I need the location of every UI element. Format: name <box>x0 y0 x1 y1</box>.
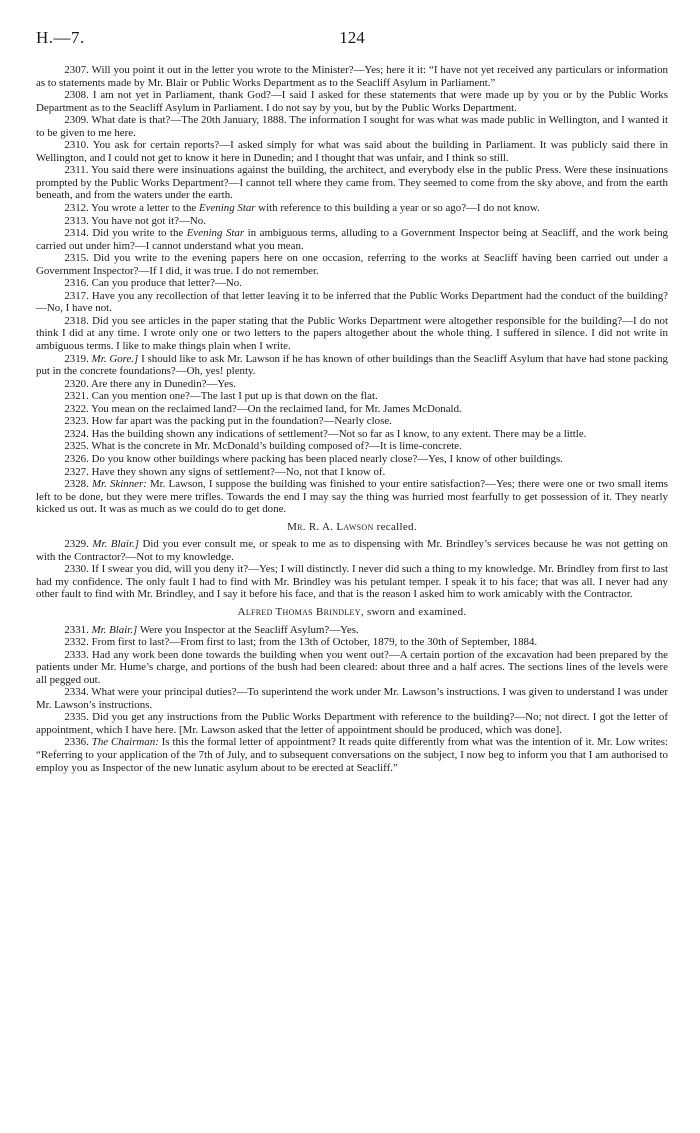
question-number: 2331. <box>64 623 89 636</box>
witness-status: recalled. <box>376 520 417 533</box>
italic-text: Evening Star <box>186 227 245 240</box>
testimony-paragraph <box>36 277 668 290</box>
page-number: 124 <box>339 28 365 47</box>
testimony-paragraph <box>36 64 668 89</box>
paragraph-text: Mr. Lawson, I suppose the building was finished to your entire satisfaction?—Yes; there were one or two small items left to be done, but they were mere trifles. Towards the end I may say the thing was hurried most fearfully to get possession of it. They nearly kicked us out. It was as much as we could do to get done. <box>36 478 668 516</box>
testimony-paragraph <box>36 440 668 453</box>
paragraph-text: Can you produce that letter?—No. <box>91 277 242 290</box>
paragraph-text: What is the concrete in Mr. McDonald’s building composed of?—It is lime-concrete. <box>91 440 462 453</box>
question-number: 2328. <box>64 478 89 491</box>
witness-name: Mr. R. A. Lawson <box>287 520 374 533</box>
paragraph-text: I should like to ask Mr. Lawson if he has known of other buildings than the Seacliff Asylum that have had stone packing put in the concrete foundations?—Oh, yes! plenty. <box>36 352 668 378</box>
paragraph-text: Is this the formal letter of appointment? It reads quite differently from what was the intention of it. Mr. Low writes: “Referring to your application of the 7th of July, and to subsequent conversations on the subject, I now beg to inform you that I am authorised to employ you as Inspector of the new lunatic asylum about to be erected at Seacliff.” <box>36 736 668 774</box>
question-number: 2309. <box>64 114 89 127</box>
testimony-paragraph <box>36 415 668 428</box>
testimony-paragraph <box>36 290 668 315</box>
section-b <box>36 538 668 601</box>
question-number: 2323. <box>64 415 89 428</box>
testimony-paragraph <box>36 227 668 252</box>
paragraph-text: Will you point it out in the letter you wrote to the Minister?—Yes; here it it: “I have not yet received any particulars or information as to statements made by Mr. Blair or Public Works Department as to the Seacliff Asylum in Parliament.” <box>36 64 668 89</box>
testimony-paragraph <box>36 139 668 164</box>
paragraph-text: You mean on the reclaimed land?—On the reclaimed land, for Mr. James McDonald. <box>91 402 462 415</box>
witness-heading-lawson <box>36 521 668 534</box>
testimony-paragraph <box>36 453 668 466</box>
paragraph-text: Did you see articles in the paper stating that the Public Works Department were altogether responsible for the building?—I do not think I did at any time. I wrote only one or two letters to the papers altogether about the whole thing. I suffered in silence. I did not write in ambiguous terms. I like to make things plain when I write. <box>36 314 668 353</box>
section-c <box>36 624 668 775</box>
paragraph-text: Were you Inspector at the Seacliff Asylum?—Yes. <box>139 623 359 636</box>
question-number: 2307. <box>64 64 89 76</box>
question-number: 2313. <box>64 214 89 227</box>
testimony-paragraph <box>36 164 668 202</box>
question-number: 2322. <box>64 402 89 415</box>
testimony-paragraph <box>36 315 668 353</box>
question-number: 2332. <box>64 636 89 649</box>
witness-heading-brindley <box>36 606 668 619</box>
testimony-paragraph <box>36 215 668 228</box>
question-number: 2310. <box>64 139 89 152</box>
witness-status: sworn and examined. <box>366 605 467 618</box>
question-number: 2326. <box>64 452 89 465</box>
question-number: 2316. <box>64 277 89 290</box>
paragraph-lead-text: You wrote a letter to the <box>91 202 197 215</box>
question-number: 2330. <box>64 563 89 576</box>
question-number: 2321. <box>64 390 89 403</box>
italic-text: Mr. Blair.] <box>91 623 138 636</box>
italic-text: Mr. Blair.] <box>92 538 139 551</box>
testimony-paragraph <box>36 89 668 114</box>
testimony-paragraph <box>36 466 668 479</box>
question-number: 2308. <box>64 89 89 102</box>
document-reference: H.—7. <box>36 28 85 47</box>
question-number: 2317. <box>64 289 89 302</box>
paragraph-text: If I swear you did, will you deny it?—Yes; I will distinctly. I never did such a thing to my knowledge. Mr. Brindley from first to last had my confidence. The only fault I had to find with Mr. Brindley was his petulant temper. I speak it to his face; that was all. I never had any other fault to find with Mr. Brindley, and I say it before his face, and that is the reason I asked him to work amicably with the Contractor. <box>36 563 668 601</box>
page-header <box>36 28 668 56</box>
testimony-paragraph <box>36 563 668 601</box>
paragraph-text: You have not got it?—No. <box>91 214 206 227</box>
paragraph-text: Have you any recollection of that letter leaving it to be inferred that the Public Works Department had the conduct of the building?—No, I have not. <box>36 289 668 315</box>
question-number: 2334. <box>64 686 89 699</box>
testimony-paragraph <box>36 114 668 139</box>
question-number: 2333. <box>64 648 89 661</box>
testimony-paragraph <box>36 478 668 516</box>
document-body <box>36 64 668 774</box>
question-number: 2311. <box>64 164 89 177</box>
paragraph-text: Has the building shown any indications of settlement?—Not so far as I know, to any extent. There may be a little. <box>91 427 587 440</box>
testimony-paragraph <box>36 686 668 711</box>
paragraph-text: Did you get any instructions from the Public Works Department with reference to the building?—No; not direct. I got the letter of appointment, which I have here. [Mr. Lawson asked that the letter of appointment should be produced, which was done]. <box>36 711 668 736</box>
testimony-paragraph <box>36 403 668 416</box>
testimony-paragraph <box>36 378 668 391</box>
document-page <box>36 28 668 774</box>
question-number: 2319. <box>64 352 89 365</box>
question-number: 2324. <box>64 427 89 440</box>
testimony-paragraph <box>36 736 668 774</box>
question-number: 2318. <box>64 314 89 327</box>
question-number: 2315. <box>64 252 89 265</box>
paragraph-text: What were your principal duties?—To superintend the work under Mr. Lawson’s instructions. I was given to understand I was under Mr. Lawson’s instructions. <box>36 686 668 711</box>
testimony-paragraph <box>36 711 668 736</box>
section-a <box>36 64 668 516</box>
question-number: 2312. <box>64 202 89 215</box>
paragraph-text: Have they shown any signs of settlement?—No, not that I know of. <box>91 465 386 478</box>
italic-text: Evening Star <box>198 202 256 215</box>
question-number: 2336. <box>64 736 89 749</box>
testimony-paragraph <box>36 390 668 403</box>
paragraph-text: Do you know other buildings where packing has been placed nearly close?—Yes, I know of other buildings. <box>91 452 563 465</box>
paragraph-text: Did you write to the evening papers here on one occasion, referring to the works at Seacliff having been carried out under a Government Inspector?—If I did, it was true. I do not remember. <box>36 252 668 277</box>
italic-text: Mr. Skinner: <box>91 478 147 491</box>
italic-text: Mr. Gore.] <box>91 352 139 365</box>
italic-text: The Chairman: <box>91 736 159 749</box>
witness-name: Alfred Thomas Brindley, <box>237 605 364 618</box>
paragraph-text: You said there were insinuations against the building, the architect, and everybody else in the public Press. Were these insinuations prompted by the Public Works Department?—I cannot tell where they came from. They seemed to come from the sky above, and from the earth beneath, and from the waters under the earth. <box>36 164 668 202</box>
paragraph-text: From first to last?—From first to last; from the 13th of October, 1879, to the 30th of September, 1884. <box>91 636 538 649</box>
paragraph-text: with reference to this building a year or so ago?—I do not know. <box>258 202 540 215</box>
testimony-paragraph <box>36 649 668 687</box>
paragraph-text: I am not yet in Parliament, thank God?—I said I asked for these statements that were made up by you or by the Public Works Department as to the Seacliff Asylum in Parliament. I do not say by you, but by the Public Works Department. <box>36 89 668 114</box>
paragraph-text: How far apart was the packing put in the foundation?—Nearly close. <box>91 415 392 428</box>
testimony-paragraph <box>36 252 668 277</box>
paragraph-text: Had any work been done towards the building when you went out?—A certain portion of the excavation had been prepared by the patients under Mr. Hume’s charge, and portions of the bush had been cleared: about three and a half acres. The sections lines of the levels were all pegged out. <box>36 648 668 686</box>
testimony-paragraph <box>36 538 668 563</box>
paragraph-text: Can you mention one?—The last I put up is that down on the flat. <box>91 390 378 403</box>
paragraph-text: You ask for certain reports?—I asked simply for what was said about the building in Parliament. It was publicly said there in Wellington, and I could not get to know it here in Dunedin; and I thought that was unfair, and I think so still. <box>36 139 668 164</box>
paragraph-text: What date is that?—The 20th January, 1888. The information I sought for was what was made public in Wellington, and I wanted it to be given to me here. <box>36 114 668 139</box>
testimony-paragraph <box>36 636 668 649</box>
testimony-paragraph <box>36 202 668 215</box>
question-number: 2320. <box>64 377 89 390</box>
question-number: 2325. <box>64 440 89 453</box>
testimony-paragraph <box>36 428 668 441</box>
question-number: 2314. <box>64 227 89 240</box>
question-number: 2329. <box>64 538 89 551</box>
paragraph-text: in ambiguous terms, alluding to a Government Inspector being at Seacliff, and the work being carried out under him?—I cannot understand what you mean. <box>36 227 668 252</box>
paragraph-text: Are there any in Dunedin?—Yes. <box>90 377 236 390</box>
paragraph-lead-text: Did you write to the <box>92 227 184 240</box>
paragraph-text: Did you ever consult me, or speak to me as to dispensing with Mr. Brindley’s services because he was not getting on with the Contractor?—Not to my knowledge. <box>36 538 668 563</box>
testimony-paragraph <box>36 353 668 378</box>
question-number: 2335. <box>64 711 89 724</box>
testimony-paragraph <box>36 624 668 637</box>
question-number: 2327. <box>64 465 89 478</box>
